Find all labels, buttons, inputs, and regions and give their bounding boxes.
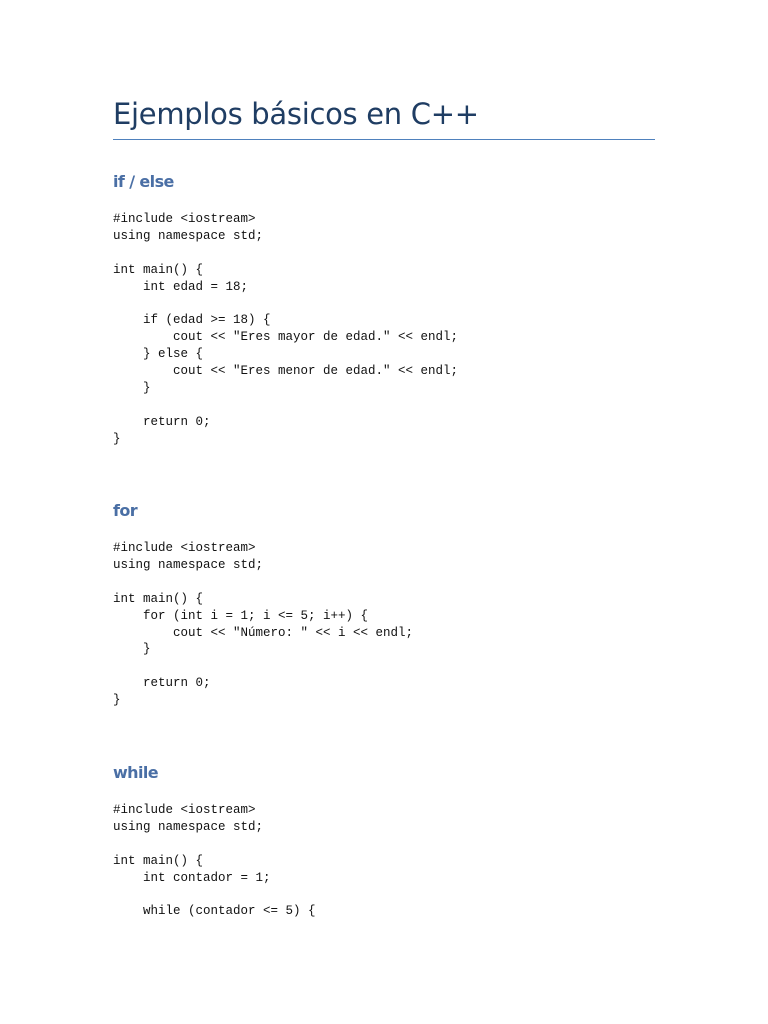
code-block-while: #include <iostream> using namespace std; int main() { int contador = 1; while (contador <= 5) { [113, 803, 316, 919]
section-heading-if-else: if / else [113, 172, 174, 191]
document-title: Ejemplos básicos en C++ [113, 97, 479, 131]
code-block-if-else: #include <iostream> using namespace std; int main() { int edad = 18; if (edad >= 18) { cout << "Eres mayor de edad." << endl; } else { cout << "Eres menor de edad." << endl; } return 0; } [113, 212, 459, 446]
section-heading-while: while [113, 763, 158, 782]
code-block-for: #include <iostream> using namespace std; int main() { for (int i = 1; i <= 5; i++) { cout << "Número: " << i << endl; } return 0; } [113, 541, 414, 708]
title-underline-divider [113, 139, 655, 140]
section-heading-for: for [113, 501, 138, 520]
